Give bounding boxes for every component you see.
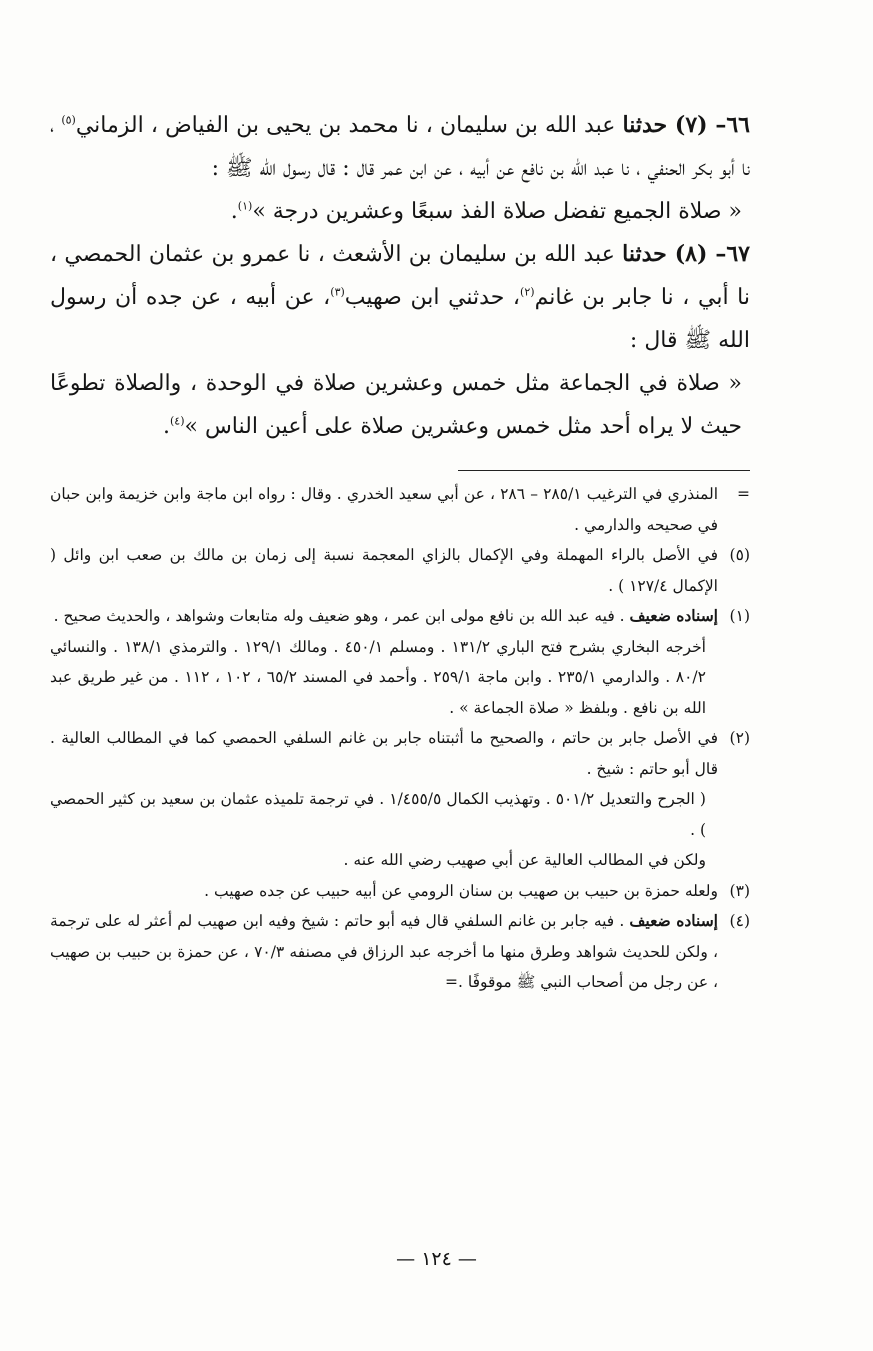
- footnote-text: في الأصل بالراء المهملة وفي الإكمال بالزاي المعجمة نسبة إلى زمان بن مالك بن صعب ابن وائل ( الإكمال ١٢٧/٤ ) .: [50, 546, 718, 595]
- isnad-text: عبد الله بن سليمان ، نا محمد بن يحيى بن الفياض ، الزماني: [75, 113, 623, 138]
- hadith-lead-word: حدثنا: [622, 112, 675, 138]
- footnote-lead: إسناده ضعيف: [629, 606, 718, 625]
- footnote-marker: (٢): [729, 729, 750, 747]
- footnote-marker: (٣): [729, 881, 750, 900]
- footnote-4: [50, 906, 750, 998]
- footnote-text: ولكن في المطالب العالية عن أبي صهيب رضي الله عنه .: [343, 851, 706, 869]
- footnote-ref: (١): [237, 199, 253, 213]
- hadith-66-isnad: [50, 104, 750, 190]
- footnote-text: المنذري في الترغيب ٢٨٥/١ – ٢٨٦ ، عن أبي سعيد الخدري . وقال : رواه ابن ماجة وابن خزيمة وابن حبان في صحيحه والدارمي .: [50, 485, 718, 534]
- footnote-text: ولعله حمزة بن حبيب بن صهيب بن سنان الرومي عن أبيه حبيب عن جده صهيب .: [204, 881, 718, 900]
- footnote-2: [50, 723, 750, 876]
- footnote-marker: (٥): [729, 546, 750, 564]
- footnote-text: [50, 601, 718, 632]
- hadith-number: ٦٦– (٧): [674, 112, 750, 138]
- hadith-number: ٦٧– (٨): [674, 241, 750, 267]
- hadith-67-matn: [50, 362, 750, 448]
- footnote-lead: إسناده ضعيف: [629, 911, 718, 930]
- footnote-text: في الأصل جابر بن حاتم ، والصحيح ما أثبتناه جابر بن غانم السلفي الحمصي كما في المطالب العالية . قال أبو حاتم : شيخ .: [50, 729, 718, 778]
- footnote-marker: =: [737, 485, 750, 503]
- isnad-text: عبد الله بن سليمان بن الأشعث ، نا عمرو بن عثمان الحمصي ، نا أبي ، نا جابر بن غانم: [50, 242, 750, 310]
- period: .: [162, 414, 170, 439]
- footnote-continuation: [50, 479, 750, 540]
- footnote-body: . فيه عبد الله بن نافع مولى ابن عمر ، وهو ضعيف وله متابعات وشواهد ، والحديث صحيح .: [53, 607, 630, 625]
- footnote-ref: (٢): [520, 285, 535, 299]
- footnote-marker: (٤): [729, 912, 750, 930]
- page-number: — ١٢٤ —: [396, 1248, 477, 1270]
- footnote-marker: (١): [729, 607, 750, 625]
- footnote-1: [50, 601, 750, 723]
- footnote-body: . فيه جابر بن غانم السلفي قال فيه أبو حاتم : شيخ وفيه ابن صهيب لم أعثر له على ترجمة ، ولكن للحديث شواهد وطرق منها ما أخرجه عبد الرزاق في مصنفه ٧٠/٣ ، عن حمزة بن حبيب بن صهيب ، عن رجل من أصحاب النبي ﷺ موقوفًا .=: [50, 912, 718, 991]
- footnote-5: [50, 540, 750, 601]
- period: .: [230, 199, 238, 224]
- isnad-text: ، عن أبيه ، عن جده أن رسول الله ﷺ قال :: [50, 285, 750, 353]
- footnotes: [50, 479, 750, 998]
- main-text: [50, 104, 750, 448]
- hadith-text: « صلاة في الجماعة مثل خمس وعشرين صلاة في الوحدة ، والصلاة تطوعًا حيث لا يراه أحد مثل خمس وعشرين صلاة على أعين الناس »: [50, 371, 742, 439]
- page-content: [50, 104, 750, 998]
- isnad-text: ، نا أبو بكر الحنفي ، نا عبد الله بن نافع عن أبيه ، عن ابن عمر قال : قال رسول الله ﷺ :: [50, 113, 750, 181]
- isnad-text: ، حدثني ابن صهيب: [344, 285, 521, 310]
- hadith-66-matn: [50, 190, 750, 233]
- hadith-text: « صلاة الجميع تفضل صلاة الفذ سبعًا وعشرين درجة »: [252, 199, 742, 224]
- footnote-ref: (٥): [61, 113, 76, 127]
- footnote-divider: [458, 470, 750, 471]
- footnote-ref: (٣): [330, 285, 345, 299]
- footnote-3: [50, 876, 750, 907]
- hadith-67-isnad: [50, 233, 750, 362]
- footnote-text: أخرجه البخاري بشرح فتح الباري ١٣١/٢ . ومسلم ٤٥٠/١ . ومالك ١٢٩/١ . والترمذي ١٣٨/١ . والنسائي ٨٠/٢ . والدارمي ٢٣٥/١ . وابن ماجة ٢٥٩/١ . وأحمد في المسند ٦٥/٢ ، ١٠٢ ، ١١٢ . من غير طريق عبد الله بن نافع . وبلفظ « صلاة الجماعة » .: [50, 637, 706, 717]
- footnote-text: [50, 906, 718, 998]
- footnote-text: ( الجرح والتعديل ٥٠١/٢ . وتهذيب الكمال ١/٤٥٥/٥ . في ترجمة تلميذه عثمان بن سعيد بن كثير الحمصي ) .: [50, 790, 706, 839]
- hadith-lead-word: حدثنا: [622, 241, 675, 267]
- footnote-ref: (٤): [169, 414, 185, 428]
